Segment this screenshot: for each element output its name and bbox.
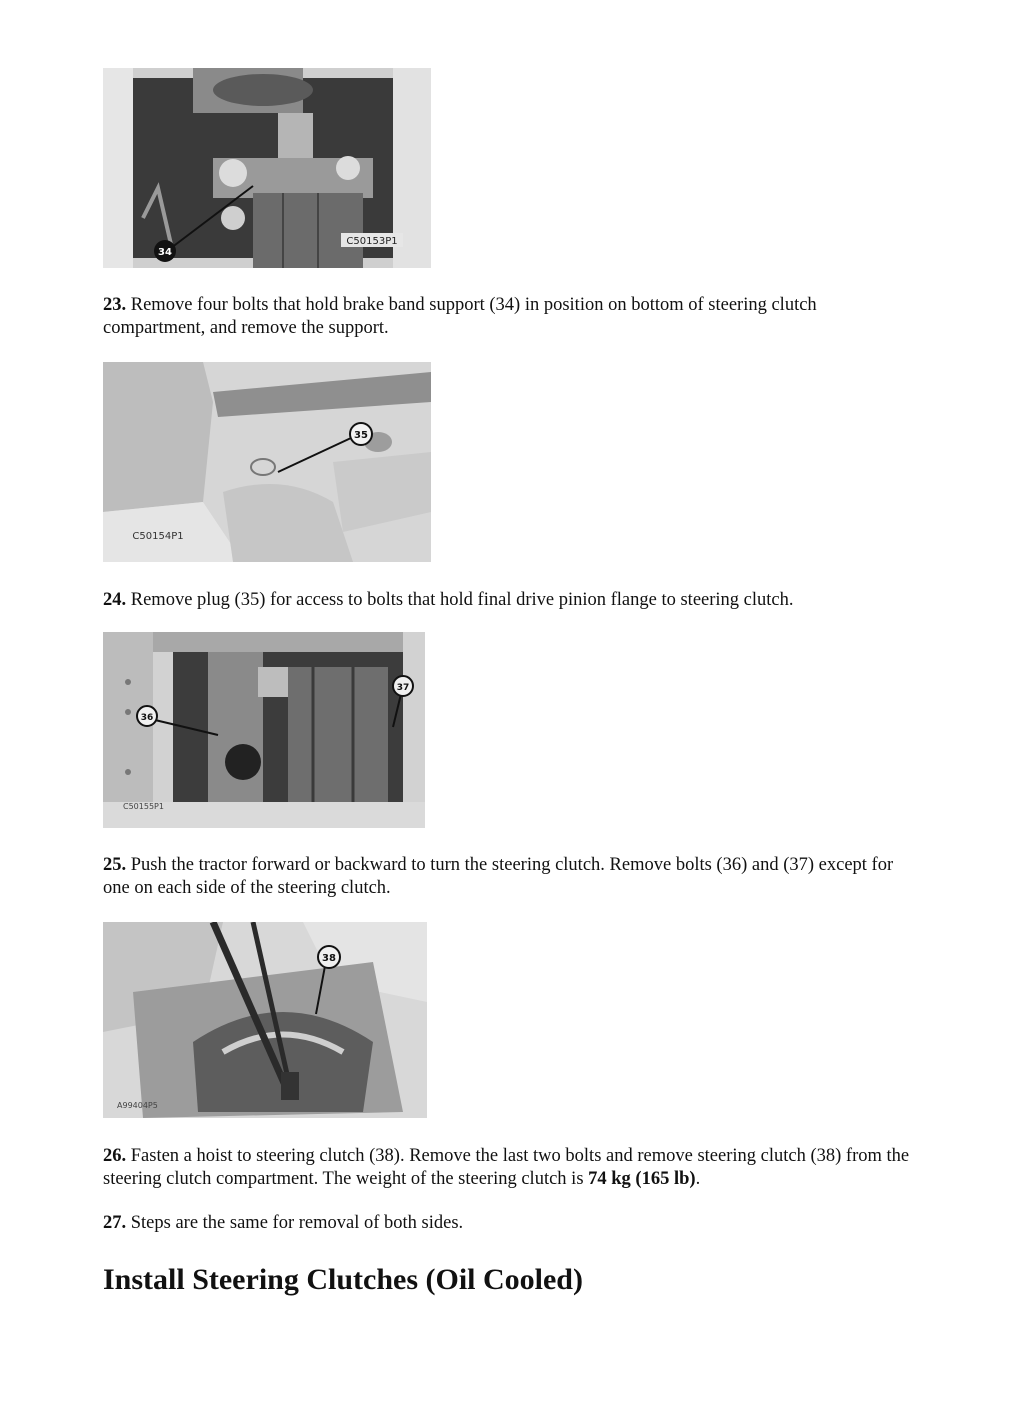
section-heading: Install Steering Clutches (Oil Cooled) (103, 1263, 583, 1296)
callout-34-label: 34 (158, 247, 172, 258)
callout-37-label: 37 (396, 683, 410, 693)
photo-clutch-bolts (103, 632, 425, 828)
callout-36-label: 36 (140, 713, 154, 723)
photo-plug (103, 362, 431, 562)
callout-35-label: 35 (354, 430, 368, 441)
step-number: 26. (103, 1146, 127, 1166)
step-number: 27. (103, 1213, 127, 1233)
figure-clutch-bolts (103, 632, 425, 828)
figure-plug (103, 362, 431, 562)
callout-38-label: 38 (322, 953, 336, 964)
image-code-label: C50153P1 (346, 236, 398, 247)
step-27 (103, 1212, 923, 1235)
step-number: 23. (103, 295, 127, 315)
photo-brake-band-support (103, 68, 431, 268)
figure-brake-band-support (103, 68, 431, 268)
image-code-label: C50154P1 (132, 531, 184, 542)
step-text: Steps are the same for removal of both sides. (126, 1213, 464, 1233)
photo-steering-clutch-hoist (103, 922, 427, 1118)
clutch-weight-value: 74 kg (165 lb) (588, 1169, 696, 1189)
image-code-label: C50155P1 (123, 802, 164, 811)
step-26 (103, 1145, 923, 1191)
step-23 (103, 294, 923, 340)
image-code-label: A99404P5 (117, 1101, 158, 1110)
step-number: 25. (103, 855, 127, 875)
step-text: Push the tractor forward or backward to turn the steering clutch. Remove bolts (36) and (37) except for one on each side of the steering clutch. (103, 855, 894, 898)
step-text: Fasten a hoist to steering clutch (38). Remove the last two bolts and remove steering clutch (38) from the steering clutch compartment. The weight of the steering clutch is (103, 1146, 910, 1189)
step-text: Remove four bolts that hold brake band support (34) in position on bottom of steering clutch compartment, and remove the support. (103, 295, 817, 338)
step-25 (103, 854, 923, 900)
step-text-end: . (695, 1169, 701, 1189)
step-number: 24. (103, 590, 127, 610)
step-text: Remove plug (35) for access to bolts that hold final drive pinion flange to steering clutch. (126, 590, 794, 610)
step-24 (103, 589, 923, 612)
figure-steering-clutch-hoist (103, 922, 427, 1118)
